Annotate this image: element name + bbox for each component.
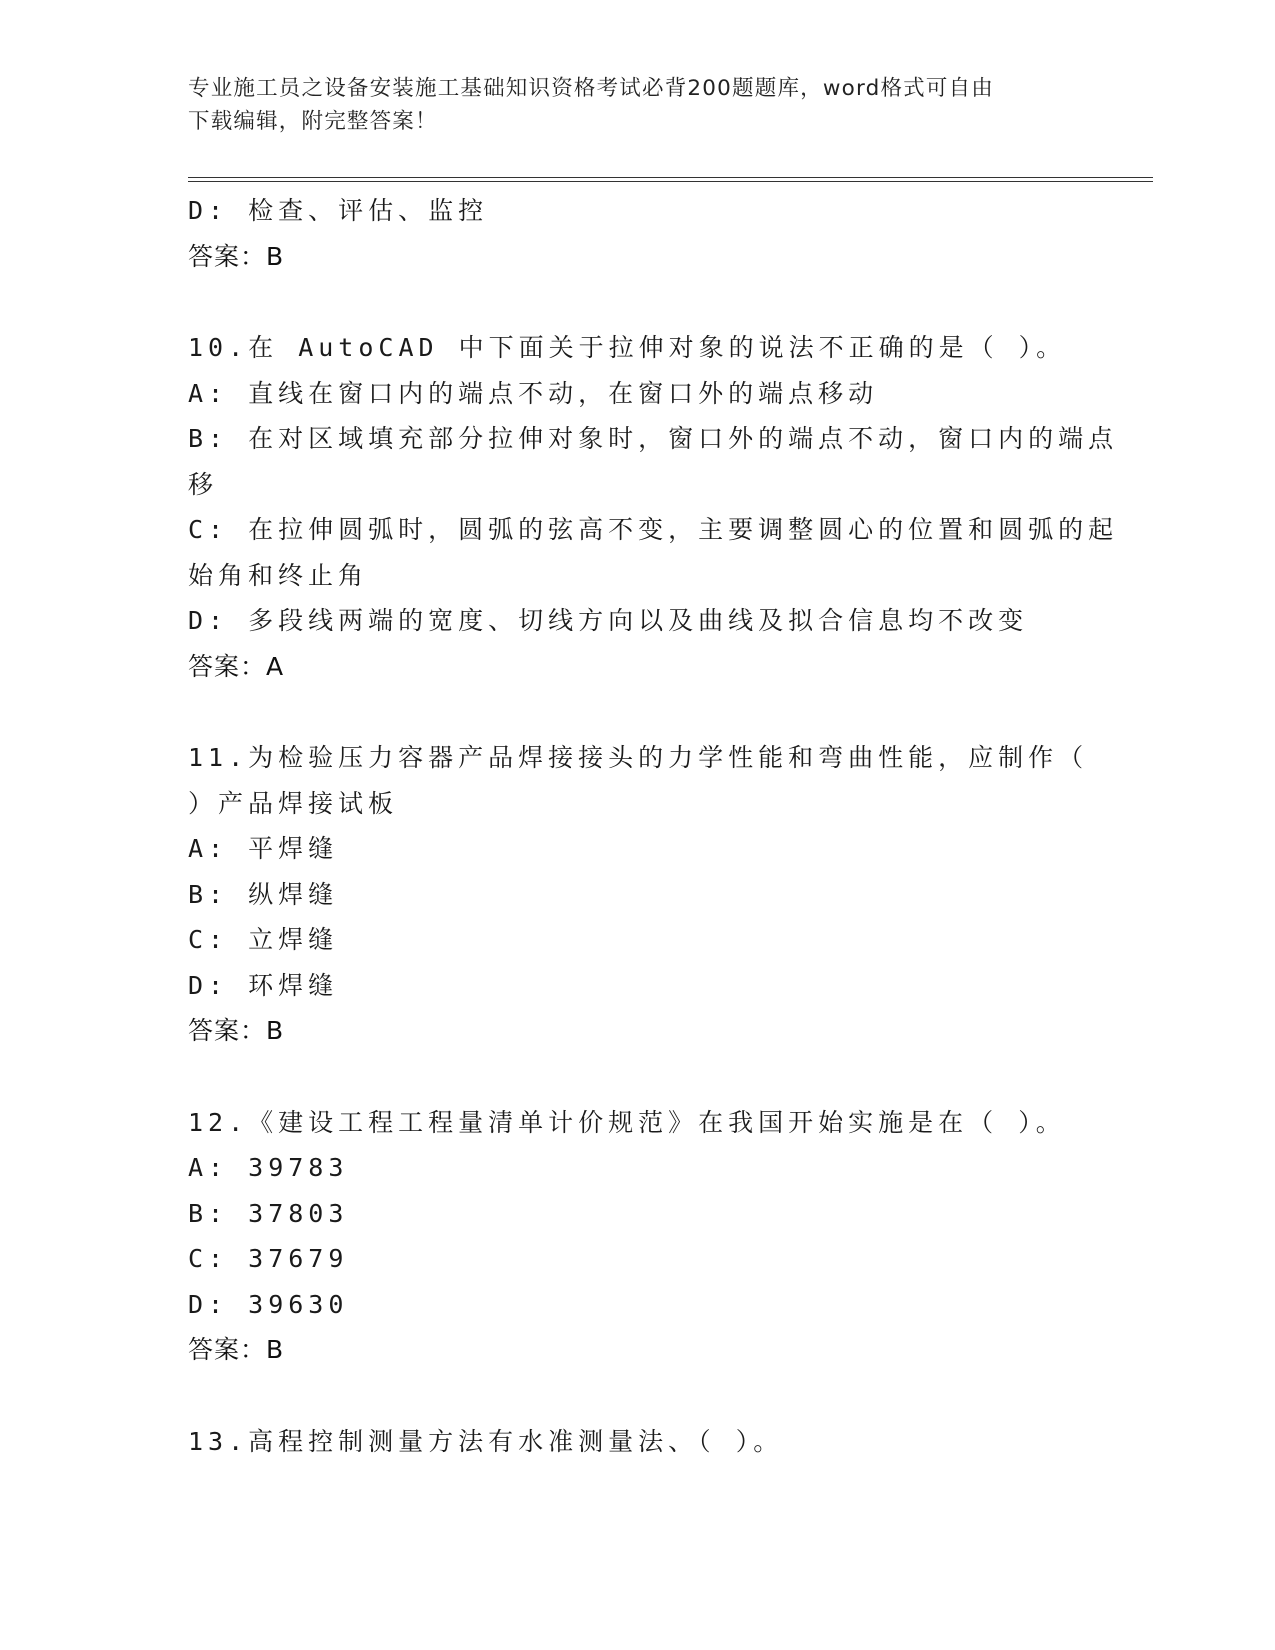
question-spacer	[188, 1054, 1088, 1100]
header-title-line-1: 专业施工员之设备安装施工基础知识资格考试必背200题题库，word格式可自由	[188, 76, 994, 101]
question-text-line: 11.为检验压力容器产品焊接接头的力学性能和弯曲性能，应制作（	[188, 743, 1089, 772]
answer-line: 答案：A	[188, 651, 285, 681]
question-text-line: 12.《建设工程工程量清单计价规范》在我国开始实施是在（ ）。	[188, 1107, 1066, 1137]
question-text-line: C: 37679	[188, 1244, 349, 1273]
question-text-line: D: 多段线两端的宽度、切线方向以及曲线及拟合信息均不改变	[188, 606, 1029, 635]
question-text-line: A: 直线在窗口内的端点不动，在窗口外的端点移动	[188, 378, 879, 408]
answer-line: 答案：B	[188, 1016, 285, 1045]
question-text-line: A: 39783	[188, 1153, 349, 1182]
question-text-line: B: 纵焊缝	[188, 879, 339, 909]
question-spacer	[188, 1373, 1088, 1419]
question-text-line: C: 立焊缝	[188, 925, 339, 954]
question-spacer	[188, 279, 1088, 325]
question-text-line: A: 平焊缝	[188, 834, 339, 863]
question-body	[188, 188, 1119, 1464]
question-text-line: 13.高程控制测量方法有水准测量法、（ ）。	[188, 1426, 784, 1456]
question-text-line: ）产品焊接试板	[188, 788, 399, 818]
header-divider-bottom	[188, 181, 1153, 182]
header-divider-top	[188, 177, 1153, 178]
answer-line: 答案：B	[188, 1335, 285, 1364]
question-text-line: B: 在对区域填充部分拉伸对象时，窗口外的端点不动，窗口内的端点	[188, 424, 1119, 453]
question-text-line: D: 39630	[188, 1289, 349, 1319]
header-title-line-2: 下载编辑，附完整答案！	[188, 109, 438, 134]
question-text-line: 始角和终止角	[188, 560, 369, 590]
question-text-line: B: 37803	[188, 1198, 349, 1228]
question-text-line: D: 检查、评估、监控	[188, 196, 489, 225]
question-text-line: D: 环焊缝	[188, 970, 339, 1000]
question-text-line: 移	[188, 469, 219, 499]
question-text-line: 10.在 AutoCAD 中下面关于拉伸对象的说法不正确的是（ ）。	[188, 333, 1067, 362]
question-text-line: C: 在拉伸圆弧时，圆弧的弦高不变，主要调整圆心的位置和圆弧的起	[188, 515, 1119, 544]
document-header	[188, 72, 1088, 138]
answer-line: 答案：B	[188, 241, 285, 271]
question-spacer	[188, 689, 1088, 735]
